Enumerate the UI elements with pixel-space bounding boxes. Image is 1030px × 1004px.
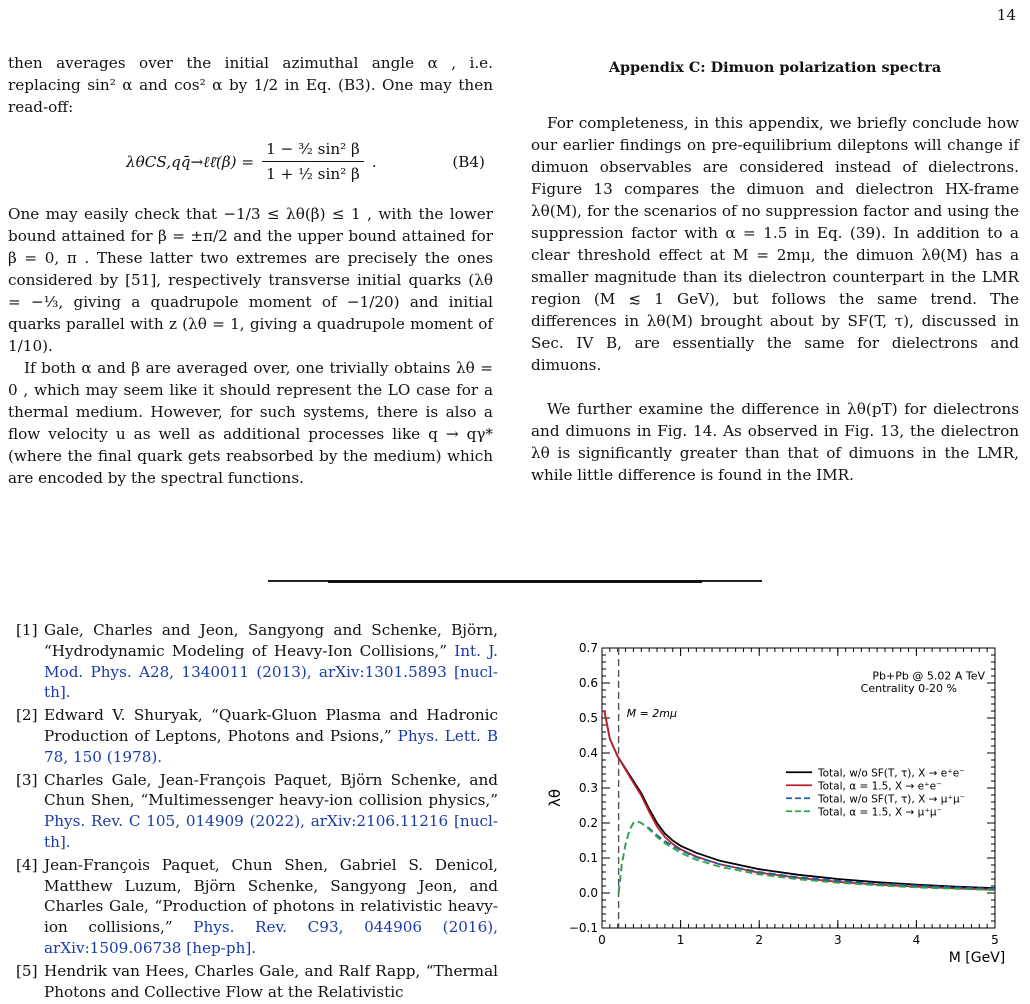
reference-number: [2] <box>16 706 38 725</box>
right-paragraph-1: For completeness, in this appendix, we briefly conclude how our earlier findings on pre-equilibrium dileptons will change if dimuon observables are considered instead of dielectrons. Figure 13 compares the dimuon and dielectron HX-frame λθ(M), for the scenarios of no suppression factor and using the suppression factor with α = 1.5 in Eq. (39). In addition to a clear threshold effect at M = 2mμ, the dimuon λθ(M) has a smaller magnitude than its dielectron counterpart in the LMR region (M ≲ 1 GeV), but follows the same trend. The differences in λθ(M) brought about by SF(T, τ), discussed in Sec. IV B, are essentially the same for dielectrons and dimuons. <box>531 114 1019 374</box>
equation-fraction <box>262 138 364 185</box>
legend-entry: Total, w/o SF(T, τ), X → e⁺e⁻ <box>818 767 965 780</box>
y-tick-label: 0.1 <box>578 851 598 865</box>
reference-link[interactable]: Int. J. Mod. Phys. A28, 1340011 (2013), arXiv:1301.5893 [nucl-th]. <box>44 641 499 702</box>
equation-numerator: 1 − ³⁄₂ sin² β <box>262 138 364 162</box>
left-paragraph-3: If both α and β are averaged over, one trivially obtains λθ = 0 , which may seem like it should represent the LO case for a thermal medium. However, for such systems, there is also a flow velocity u as well as additional processes like q → qγ* (where the final quark gets reabsorbed by the medium) which are encoded by the spectral functions. <box>8 359 493 487</box>
page-number: 14 <box>996 6 1016 24</box>
y-tick-label: 0.7 <box>578 641 598 655</box>
threshold-label: M = 2mμ <box>626 707 678 720</box>
y-tick-label: 0.0 <box>578 886 598 900</box>
x-axis-label: M [GeV] <box>948 950 1006 966</box>
equation-b4 <box>8 138 493 185</box>
reference-item <box>8 770 498 853</box>
y-tick-label: 0.5 <box>578 711 598 725</box>
lambda-theta-plot <box>530 630 1020 990</box>
reference-text: Charles Gale, Jean-François Paquet, Björn Schenke, and Chun Shen, “Multimessenger heavy-ion collision physics,” <box>44 770 498 810</box>
series-line-3 <box>619 821 995 893</box>
appendix-title: Appendix C: Dimuon polarization spectra <box>608 59 942 76</box>
legend-entry: Total, α = 1.5, X → μ⁺μ⁻ <box>818 806 943 819</box>
reference-text: Gale, Charles and Jeon, Sangyong and Schenke, Björn, “Hydrodynamic Modeling of Heavy-Ion Collisions,” <box>44 621 498 660</box>
left-paragraph-2: One may easily check that −1/3 ≤ λθ(β) ≤ 1 , with the lower bound attained for β = ±π/2 and the upper bound attained for β = 0, π . These latter two extremes are precisely the ones considered by [51], respectively transverse initial quarks (λθ = −⅓, giving a quadrupole moment of −1/20) and initial quarks parallel with z (λθ = 1, giving a quadrupole moment of 1/10). <box>8 205 493 355</box>
figure-13-chart <box>530 630 1020 990</box>
x-tick-label: 3 <box>833 933 842 947</box>
equation-body: λθCS,qq̄→ℓℓ̄(β) = $\frac{\text{1 − ³⁄₂ sin² β}}{\text{1 + ½ sin² β}}$ . <box>126 140 377 183</box>
x-tick-label: 0 <box>598 933 606 947</box>
right-paragraph-2: We further examine the difference in λθ(pT) for dielectrons and dimuons in Fig. 14. As observed in Fig. 13, the dielectron λθ is significantly greater than that of dimuons in the LMR, while little difference is found in the IMR. <box>531 400 1019 484</box>
x-tick-label: 1 <box>676 933 685 947</box>
equation-tag: (B4) <box>452 152 485 171</box>
collision-annotation: Pb+Pb @ 5.02 A TeV <box>872 669 985 683</box>
y-axis-label: λθ <box>546 788 564 808</box>
reference-number: [5] <box>16 961 38 980</box>
reference-link[interactable]: Phys. Rev. C 105, 014909 (2022), arXiv:2106.11216 [nucl-th]. <box>44 812 498 851</box>
left-paragraph-1: then averages over the initial azimuthal angle α , i.e. replacing sin² α and cos² α by 1/2 in Eq. (B3). One may then read-off: <box>8 54 493 116</box>
reference-list <box>8 620 498 1004</box>
equation-lhs: λθCS,qq̄→ℓℓ̄(β) = <box>126 152 255 171</box>
legend-entry: Total, w/o SF(T, τ), X → μ⁺μ⁻ <box>818 793 966 806</box>
centrality-annotation: Centrality 0-20 % <box>860 681 957 695</box>
reference-number: [1] <box>16 621 38 639</box>
section-divider <box>268 580 762 582</box>
reference-item <box>8 855 498 959</box>
reference-number: [3] <box>16 770 38 789</box>
y-tick-label: 0.6 <box>578 676 598 690</box>
legend-entry: Total, α = 1.5, X → e⁺e⁻ <box>818 780 942 793</box>
reference-text: Jean-François Paquet, Chun Shen, Gabriel S. Denicol, Matthew Luzum, Björn Schenke, Sangyong Jeon, and Charles Gale, “Production of photons in relativistic heavy-ion collisions,” <box>44 855 498 937</box>
x-tick-label: 4 <box>912 933 921 947</box>
left-column <box>8 52 493 489</box>
reference-item <box>8 705 498 767</box>
right-column <box>531 52 1019 486</box>
series-line-4 <box>619 821 995 893</box>
equation-denominator: 1 + ½ sin² β <box>266 165 360 183</box>
y-tick-label: 0.4 <box>578 746 598 760</box>
y-tick-label: 0.2 <box>578 816 598 830</box>
reference-text: Edward V. Shuryak, “Quark-Gluon Plasma and Hadronic Production of Leptons, Photons and Psions,” <box>44 706 498 745</box>
y-tick-label: 0.3 <box>578 781 598 795</box>
x-tick-label: 2 <box>755 933 764 947</box>
reference-link[interactable]: Phys. Lett. B 78, 150 (1978). <box>44 726 498 766</box>
reference-link[interactable]: Phys. Rev. C93, 044906 (2016), arXiv:1509.06738 [hep-ph]. <box>44 918 499 957</box>
y-tick-label: −0.1 <box>568 921 598 935</box>
reference-item <box>8 620 498 703</box>
x-tick-label: 5 <box>991 933 999 947</box>
reference-item <box>8 961 498 1003</box>
reference-text: Hendrik van Hees, Charles Gale, and Ralf Rapp, “Thermal Photons and Collective Flow at the Relativistic <box>44 961 498 1001</box>
reference-number: [4] <box>16 855 38 874</box>
